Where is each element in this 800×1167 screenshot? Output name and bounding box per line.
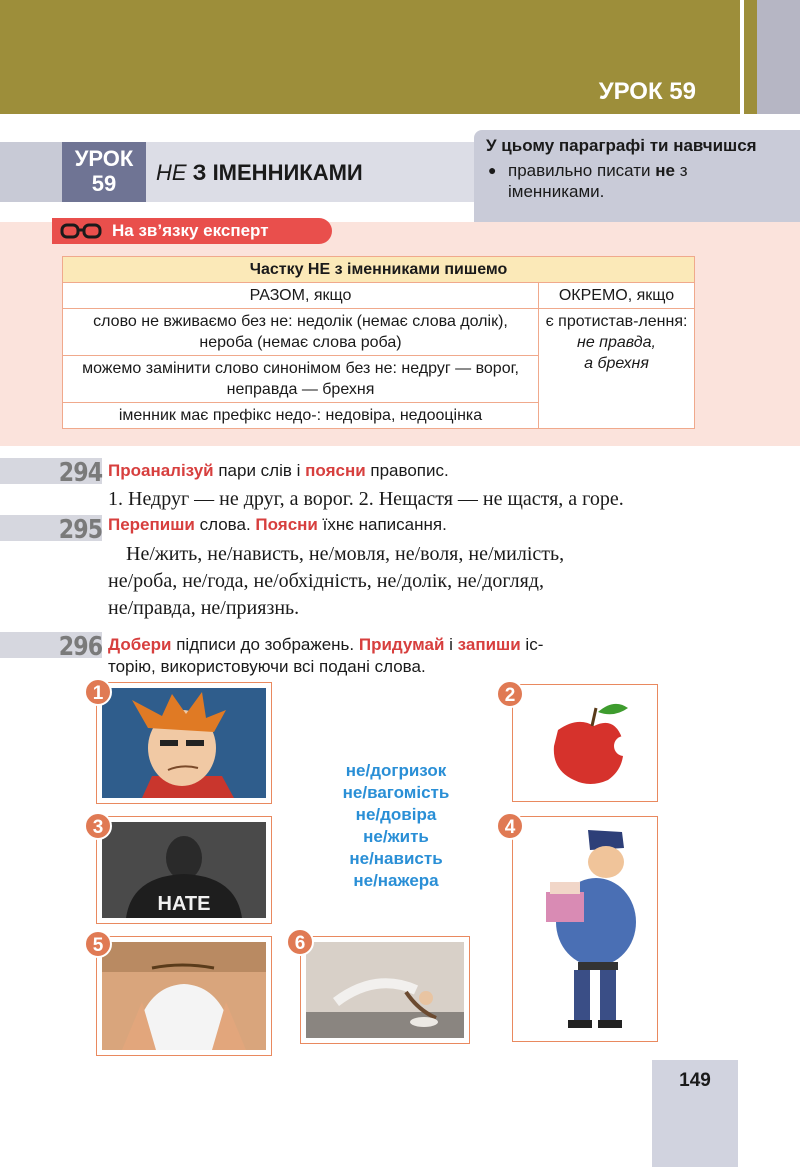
header-stripe [740, 0, 744, 114]
picture-1-badge: 1 [84, 678, 112, 706]
word-item: не/нависть [349, 849, 443, 868]
rules-separate-cell [539, 309, 695, 429]
picture-6-frame [300, 936, 470, 1044]
header-stripe-gray [757, 0, 800, 114]
rules-col-together: РАЗОМ, якщо [63, 283, 539, 309]
lesson-badge [62, 142, 146, 202]
picture-4-badge: 4 [496, 812, 524, 840]
word-item: не/догризок [345, 761, 447, 780]
lesson-left-bar [0, 142, 62, 202]
lesson-title [156, 160, 363, 186]
picture-3-badge: 3 [84, 812, 112, 840]
word-item: не/нажера [353, 871, 439, 890]
page-number: 149 [679, 1070, 711, 1091]
sneezing-person-image [102, 942, 266, 1050]
verb: поясни [305, 461, 366, 480]
verb: Проаналізуй [108, 461, 214, 480]
lesson-title-italic: НЕ [156, 160, 187, 185]
lesson-title-rest: З ІМЕННИКАМИ [186, 160, 363, 185]
bitten-apple-image [518, 690, 652, 796]
task-text: іс- [520, 635, 544, 654]
exercise-296-task [108, 634, 543, 656]
exercise-number: 294 [58, 458, 102, 488]
exercise-294-body: 1. Недруг — не друг, а ворог. 2. Нещастя — не щастя, а горе. [108, 488, 624, 510]
picture-5-badge: 5 [84, 930, 112, 958]
lesson-badge-label: УРОК [74, 146, 134, 171]
verb: Поясни [255, 515, 318, 534]
rules-col-separate: ОКРЕМО, якщо [539, 283, 695, 309]
policeman-cartoon-image [518, 822, 652, 1036]
separate-cell-text: є протистав-лення: [545, 313, 688, 330]
task-text: їхнє написання. [317, 515, 447, 534]
goal-bold: не [655, 161, 676, 180]
picture-2-frame [512, 684, 658, 802]
picture-4-frame [512, 816, 658, 1042]
task-text: підписи до зображень. [171, 635, 359, 654]
task-text: слова. [194, 515, 256, 534]
rules-table [62, 256, 695, 429]
exercise-294-task [108, 460, 449, 482]
task-text: і [444, 635, 458, 654]
word-list [296, 760, 496, 892]
exercise-295-line-3: не/правда, не/приязнь. [108, 597, 300, 619]
hate-jacket-image [102, 822, 266, 918]
separate-cell-example-2: а брехня [584, 355, 649, 372]
skeptical-cartoon-image [102, 688, 266, 798]
learning-goals-box [474, 130, 800, 232]
hate-text: HATE [157, 893, 211, 915]
verb: запиши [457, 635, 521, 654]
word-item: не/жить [363, 827, 429, 846]
task-text: правопис. [365, 461, 449, 480]
page-header-band [0, 0, 800, 114]
exercise-296-number [0, 632, 102, 662]
picture-2-badge: 2 [496, 680, 524, 708]
rules-row-3: іменник має префікс недо-: недовіра, недооцінка [63, 403, 539, 429]
rules-table-title: Частку НЕ з іменниками пишемо [63, 257, 695, 283]
rules-row-2: можемо замінити слово синонімом без не: недруг — ворог, неправда — брехня [63, 356, 539, 403]
picture-5-frame [96, 936, 272, 1056]
verb: Добери [108, 635, 172, 654]
goal-text: правильно писати [508, 161, 656, 180]
expert-label: На зв’язку експерт [112, 221, 269, 240]
picture-6-badge: 6 [286, 928, 314, 956]
word-item: не/вагомість [342, 783, 450, 802]
levitating-woman-image [306, 942, 464, 1038]
task-text: пари слів і [213, 461, 306, 480]
verb: Перепиши [108, 515, 195, 534]
verb: Придумай [358, 635, 445, 654]
exercise-number: 295 [58, 515, 102, 545]
exercise-295-line-2: не/роба, не/года, не/обхідність, не/долік, не/догляд, [108, 570, 544, 592]
exercise-295-number [0, 515, 102, 545]
lesson-badge-number: 59 [91, 171, 117, 196]
lesson-title-bar [146, 142, 490, 202]
goal-text-rest: з іменниками. [508, 161, 688, 201]
exercise-number: 296 [58, 632, 102, 662]
exercise-295-task [108, 514, 447, 536]
glasses-icon [60, 222, 104, 240]
learning-goal-item [486, 160, 788, 202]
exercise-294-number [0, 458, 102, 488]
picture-1-frame [96, 682, 272, 804]
separate-cell-example-1: не правда, [577, 334, 656, 351]
exercise-295-line-1: Не/жить, не/нависть, не/мовля, не/воля, не/милість, [126, 543, 565, 565]
lesson-header-label: УРОК 59 [598, 78, 696, 105]
word-item: не/довіра [355, 805, 437, 824]
exercise-296-task-line-2: торію, використовуючи всі подані слова. [108, 657, 426, 676]
learning-goals-heading: У цьому параграфі ти навчишся [486, 136, 757, 155]
picture-3-frame [96, 816, 272, 924]
rules-row-1: слово не вживаємо без не: недолік (немає слова долік), нероба (немає слова роба) [63, 309, 539, 356]
expert-label-pill [52, 218, 332, 244]
